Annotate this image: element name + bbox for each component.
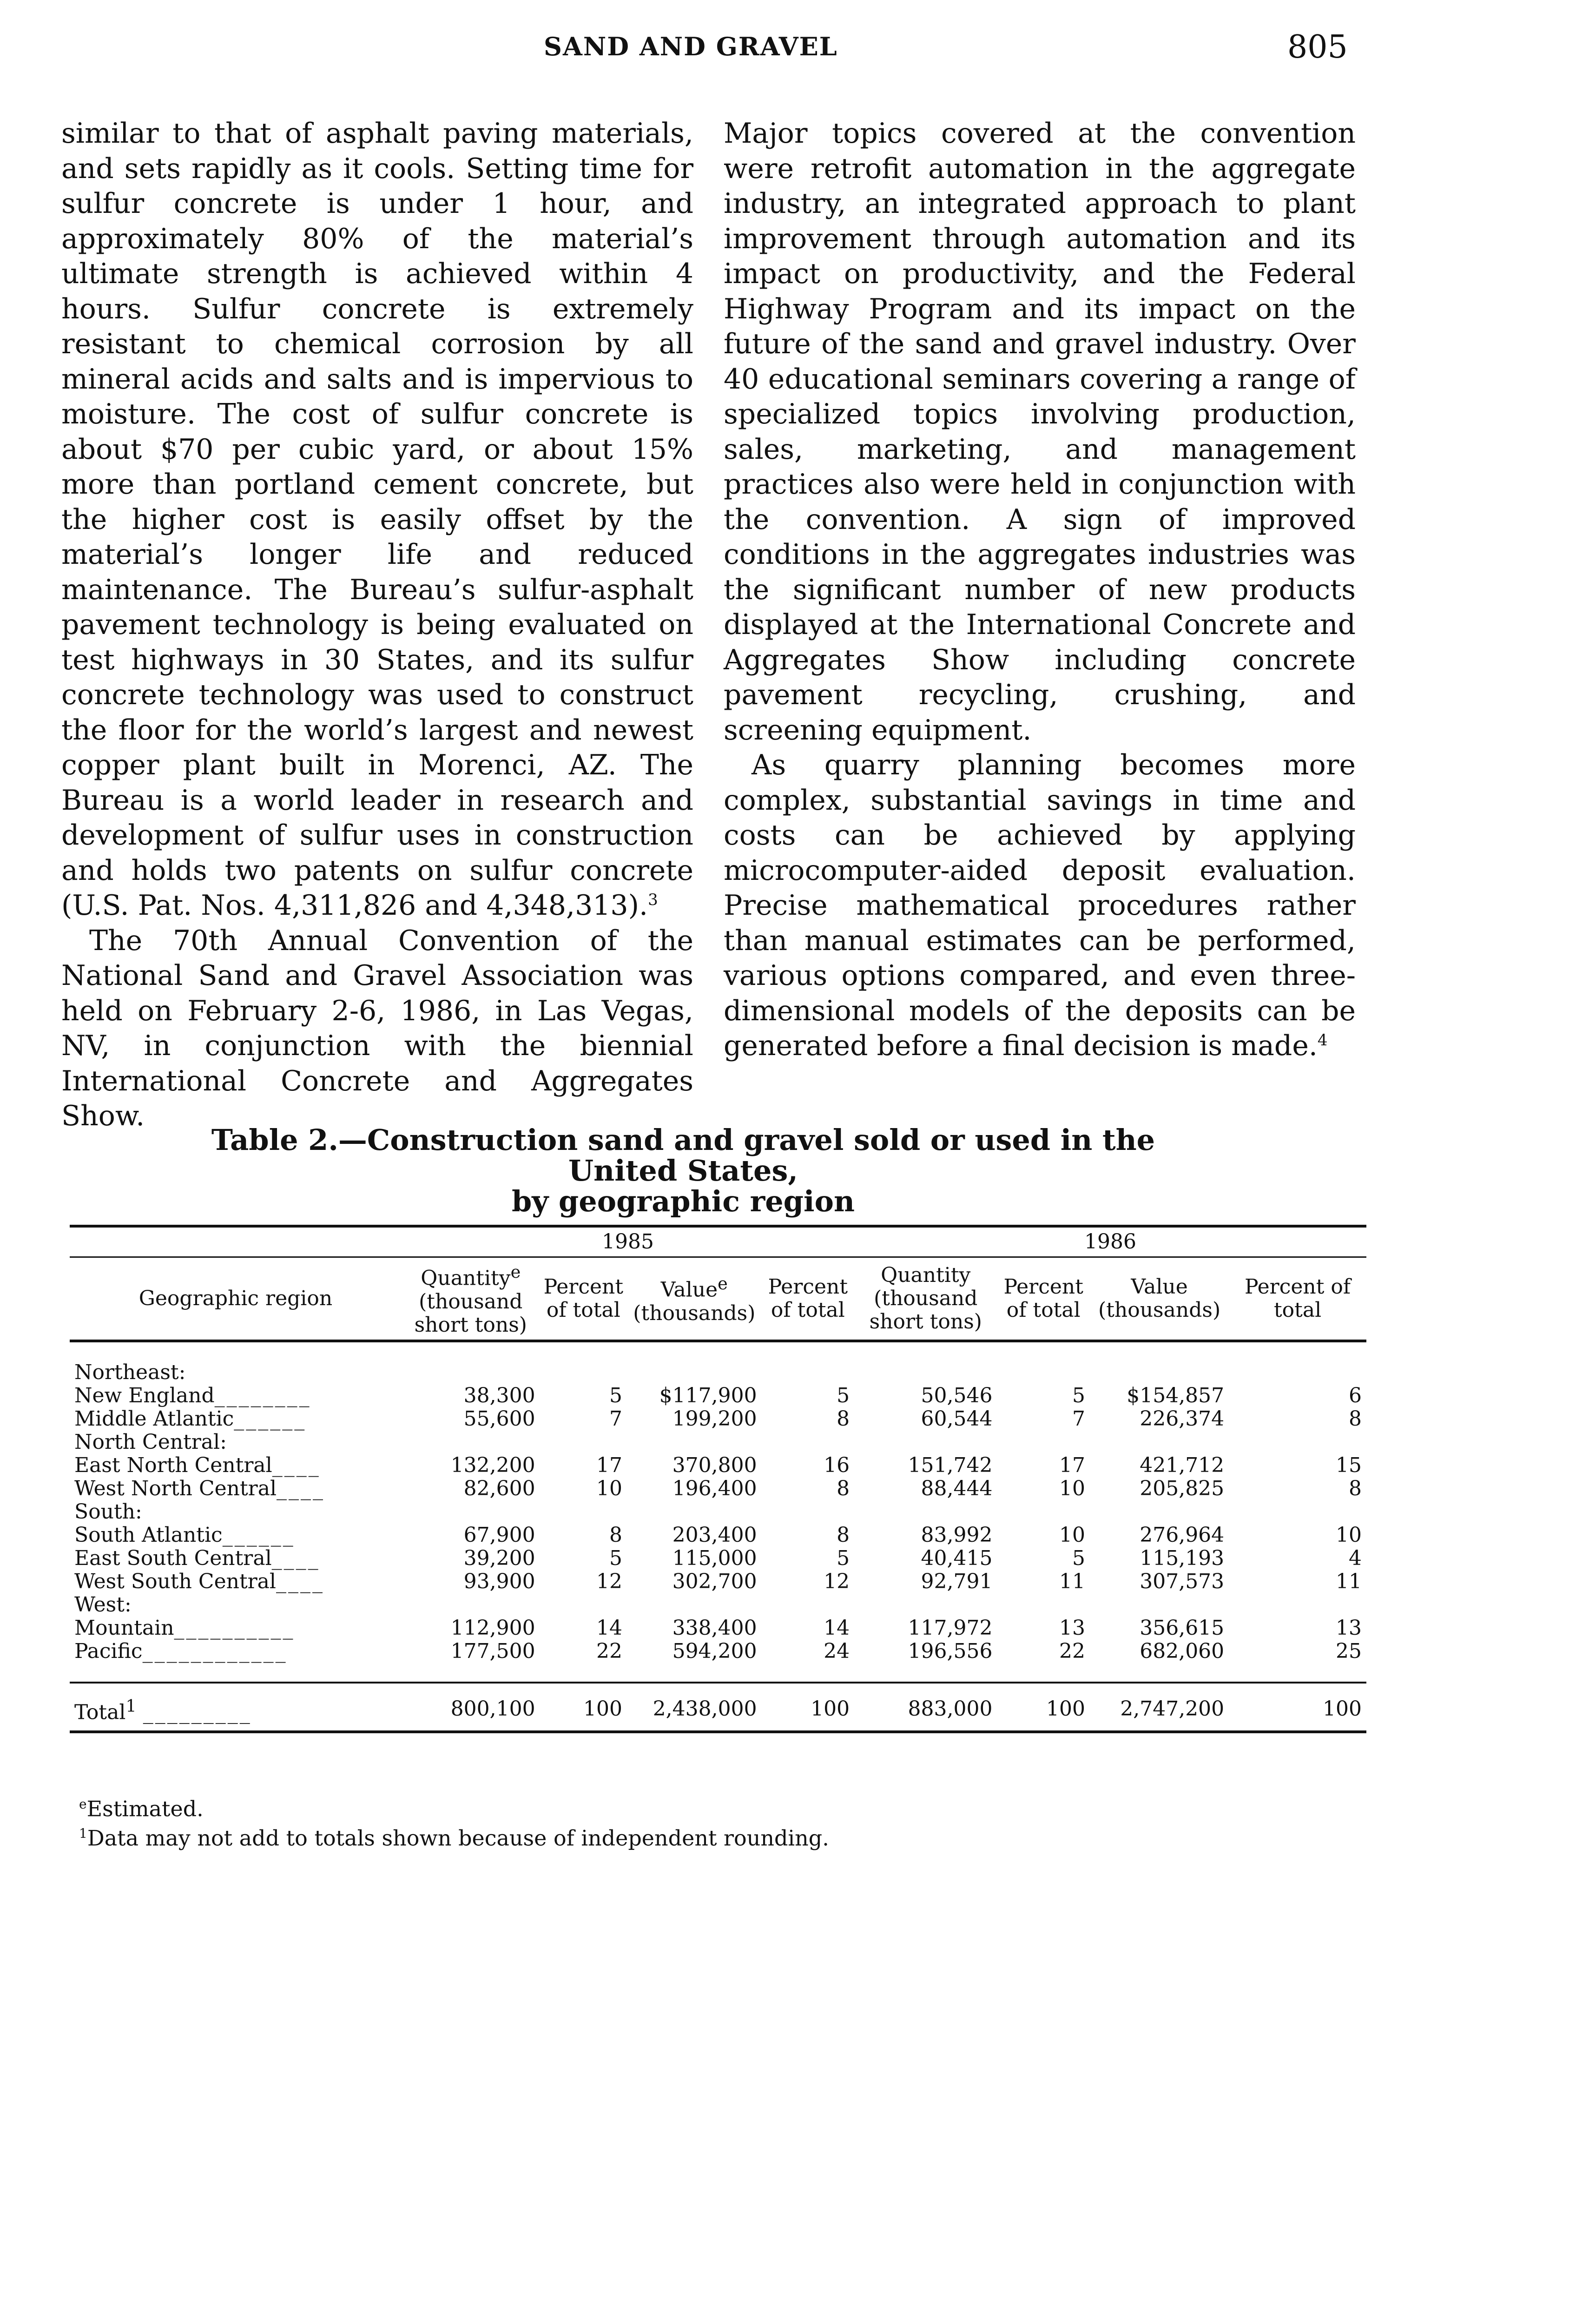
cell-p86a: 10 [1059, 1523, 1085, 1547]
footnote-ref: 3 [648, 891, 658, 909]
cell-v86: 205,825 [1140, 1476, 1225, 1500]
cell-v86: 226,374 [1140, 1406, 1225, 1431]
leader-dots: ______ [222, 1523, 295, 1547]
table-row [70, 1640, 1366, 1663]
total-q86: 883,000 [854, 1683, 997, 1732]
cell-q86: 83,992 [921, 1523, 993, 1547]
cell-v86: 682,060 [1140, 1639, 1225, 1663]
cell-p86b: 8 [1349, 1406, 1362, 1431]
table-row [70, 1454, 1366, 1477]
table-row [70, 1407, 1366, 1431]
cell-p86b: 6 [1349, 1383, 1362, 1407]
cell-v86: 421,712 [1140, 1453, 1225, 1477]
table-row [70, 1477, 1366, 1500]
cell-p85a: 22 [596, 1639, 623, 1663]
col-quantity-1986: Quantity (thousand short tons) [854, 1257, 997, 1341]
region-group-label: South: [74, 1499, 142, 1524]
region-label: Mountain__________ [74, 1616, 295, 1640]
cell-p86b: 11 [1336, 1569, 1362, 1593]
cell-p85a: 7 [609, 1406, 623, 1431]
cell-v86: 356,615 [1140, 1616, 1225, 1640]
region-label: East South Central____ [74, 1546, 320, 1570]
cell-q86: 196,556 [908, 1639, 993, 1663]
cell-v86: 115,193 [1140, 1546, 1225, 1570]
cell-p85b: 16 [824, 1453, 850, 1477]
table-title: Table 2.—Construction sand and gravel sold or used in the United States, by geographic region [211, 1123, 1155, 1218]
right-text-column [724, 116, 1356, 1064]
paragraph: similar to that of asphalt paving materials, and sets rapidly as it cools. Setting time for sulfur concrete is under 1 hour, and approximately 80% of the material’s ultimate strength is achieved within 4 hours. Sulfur concrete is extremely resistant to chemical corrosion by all mineral acids and salts and is impervious to moisture. The cost of sulfur concrete is about $70 per cubic yard, or about 15% more than portland cement concrete, but the higher cost is easily offset by the material’s longer life and reduced maintenance. The Bureau’s sulfur-asphalt pavement technology is being evaluated on test highways in 30 States, and its sulfur concrete technology was used to construct the floor for the world’s largest and newest copper plant built in Morenci, AZ. The Bureau is a world leader in research and development of sulfur uses in construction and holds two patents on sulfur concrete (U.S. Pat. Nos. 4,311,826 and 4,348,313).$^3$ [61, 117, 693, 922]
cell-p85a: 10 [596, 1476, 623, 1500]
table-row [70, 1524, 1366, 1547]
cell-p86a: 22 [1059, 1639, 1085, 1663]
cell-q85: 82,600 [463, 1476, 535, 1500]
col-value-1985: Value$^e$ (thousands) [627, 1257, 762, 1341]
running-header: SAND AND GRAVEL [544, 32, 838, 61]
paragraph: As quarry planning becomes more complex, substantial savings in time and costs can be achieved by applying microcomputer-aided deposit evaluation. Precise mathematical procedures rather than manual estimates can be performed, various options compared, and even three-dimensional models of the deposits can be generated before a final decision is made.$^4$ [724, 749, 1356, 1062]
cell-v85: $117,900 [659, 1383, 757, 1407]
year-header-row [70, 1226, 1366, 1257]
year-1985: 1985 [402, 1226, 854, 1257]
table-row [70, 1617, 1366, 1640]
cell-p85b: 5 [837, 1383, 850, 1407]
region-label: Pacific____________ [74, 1639, 288, 1663]
cell-p86a: 17 [1059, 1453, 1085, 1477]
cell-v85: 196,400 [672, 1476, 757, 1500]
col-value-1986: Value (thousands) [1090, 1257, 1229, 1341]
cell-p85a: 17 [596, 1453, 623, 1477]
column-header-row [70, 1257, 1366, 1341]
region-group-row [70, 1593, 1366, 1617]
cell-p85b: 5 [837, 1546, 850, 1570]
leader-dots: ____ [272, 1453, 321, 1477]
cell-p85a: 8 [609, 1523, 623, 1547]
total-v86: 2,747,200 [1090, 1683, 1229, 1732]
footnote-rounding: $^1$Data may not add to totals shown because of independent rounding. [79, 1825, 829, 1851]
cell-v85: 370,800 [672, 1453, 757, 1477]
cell-q85: 177,500 [450, 1639, 535, 1663]
cell-q86: 151,742 [908, 1453, 993, 1477]
cell-q85: 112,900 [450, 1616, 535, 1640]
cell-q85: 55,600 [463, 1406, 535, 1431]
total-row [70, 1683, 1366, 1732]
region-group-label: Northeast: [74, 1360, 186, 1384]
total-p86a: 100 [997, 1683, 1090, 1732]
footnote-estimated: $^e$Estimated. [79, 1796, 204, 1822]
footnotes [79, 1792, 829, 1851]
cell-p85a: 5 [609, 1383, 623, 1407]
cell-v86: $154,857 [1127, 1383, 1225, 1407]
cell-v85: 338,400 [672, 1616, 757, 1640]
cell-v86: 276,964 [1140, 1523, 1225, 1547]
leader-dots: ______ [234, 1406, 307, 1431]
region-label: New England________ [74, 1383, 311, 1407]
cell-p85a: 5 [609, 1546, 623, 1570]
cell-v85: 302,700 [672, 1569, 757, 1593]
leader-dots: ____ [276, 1569, 324, 1593]
total-p85a: 100 [540, 1683, 627, 1732]
region-group-row [70, 1431, 1366, 1454]
cell-p86a: 5 [1072, 1546, 1085, 1570]
cell-p86a: 11 [1059, 1569, 1085, 1593]
cell-q86: 117,972 [908, 1616, 993, 1640]
footnote-ref: 4 [1317, 1031, 1328, 1050]
total-p85b: 100 [762, 1683, 855, 1732]
cell-p85b: 8 [837, 1476, 850, 1500]
col-quantity-1985: Quantity$^e$ (thousand short tons) [402, 1257, 540, 1341]
page-number: 805 [1287, 29, 1348, 66]
cell-p86b: 25 [1336, 1639, 1362, 1663]
sand-gravel-table [70, 1225, 1366, 1733]
paragraph: The 70th Annual Convention of the National Sand and Gravel Association was held on February 2-6, 1986, in Las Vegas, NV, in conjunction with the biennial International Concrete and Aggregates Show. [61, 924, 693, 1132]
region-label: South Atlantic______ [74, 1523, 295, 1547]
total-v85: 2,438,000 [627, 1683, 762, 1732]
cell-v85: 594,200 [672, 1639, 757, 1663]
cell-v85: 115,000 [672, 1546, 757, 1570]
cell-p86b: 4 [1349, 1546, 1362, 1570]
total-q85: 800,100 [402, 1683, 540, 1732]
total-label: Total$^1$ _________ [70, 1683, 402, 1732]
leader-dots: ____________ [142, 1639, 288, 1663]
cell-p85b: 24 [824, 1639, 850, 1663]
region-group-row [70, 1500, 1366, 1524]
cell-q86: 92,791 [921, 1569, 993, 1593]
table-row [70, 1547, 1366, 1570]
region-group-label: West: [74, 1592, 132, 1617]
cell-q85: 38,300 [463, 1383, 535, 1407]
region-group-label: North Central: [74, 1430, 227, 1454]
table-row [70, 1384, 1366, 1407]
cell-p86a: 10 [1059, 1476, 1085, 1500]
total-p86b: 100 [1229, 1683, 1366, 1732]
cell-p85a: 14 [596, 1616, 623, 1640]
col-percent-1986-b: Percent of total [1229, 1257, 1366, 1341]
leader-dots: ____ [277, 1476, 325, 1500]
cell-p86b: 8 [1349, 1476, 1362, 1500]
cell-q86: 88,444 [921, 1476, 993, 1500]
region-label: East North Central____ [74, 1453, 321, 1477]
col-percent-1985-b: Percent of total [762, 1257, 855, 1341]
cell-p86b: 10 [1336, 1523, 1362, 1547]
cell-p86b: 13 [1336, 1616, 1362, 1640]
region-label: West South Central____ [74, 1569, 324, 1593]
cell-q85: 39,200 [463, 1546, 535, 1570]
cell-p85b: 12 [824, 1569, 850, 1593]
cell-p85a: 12 [596, 1569, 623, 1593]
paragraph: Major topics covered at the convention were retrofit automation in the aggregate industry, an integrated approach to plant improvement through automation and its impact on productivity, and the Federal Highway Program and its impact on the future of the sand and gravel industry. Over 40 educational seminars covering a range of specialized topics involving production, sales, marketing, and management practices also were held in conjunction with the convention. A sign of improved conditions in the aggregates industries was the significant number of new products displayed at the International Concrete and Aggregates Show including concrete pavement recycling, crushing, and screening equipment. [724, 117, 1356, 746]
leader-dots: _________ [143, 1700, 252, 1724]
col-geographic-region: Geographic region [70, 1257, 402, 1341]
cell-p85b: 8 [837, 1406, 850, 1431]
cell-q86: 60,544 [921, 1406, 993, 1431]
leader-dots: ____ [271, 1546, 320, 1570]
cell-p86b: 15 [1336, 1453, 1362, 1477]
cell-v86: 307,573 [1140, 1569, 1225, 1593]
cell-p86a: 7 [1072, 1406, 1085, 1431]
cell-p85b: 8 [837, 1523, 850, 1547]
region-group-row [70, 1361, 1366, 1384]
cell-p86a: 5 [1072, 1383, 1085, 1407]
cell-q85: 132,200 [450, 1453, 535, 1477]
table-row [70, 1570, 1366, 1593]
region-label: West North Central____ [74, 1476, 325, 1500]
cell-v85: 199,200 [672, 1406, 757, 1431]
region-label: Middle Atlantic______ [74, 1406, 307, 1431]
left-text-column [61, 116, 693, 1134]
col-percent-1986-a: Percent of total [997, 1257, 1090, 1341]
cell-q85: 93,900 [463, 1569, 535, 1593]
leader-dots: ________ [214, 1383, 311, 1407]
cell-p85b: 14 [824, 1616, 850, 1640]
cell-p86a: 13 [1059, 1616, 1085, 1640]
cell-q86: 50,546 [921, 1383, 993, 1407]
col-percent-1985-a: Percent of total [540, 1257, 627, 1341]
year-1986: 1986 [854, 1226, 1366, 1257]
leader-dots: __________ [174, 1616, 295, 1640]
cell-q85: 67,900 [463, 1523, 535, 1547]
cell-q86: 40,415 [921, 1546, 993, 1570]
cell-v85: 203,400 [672, 1523, 757, 1547]
